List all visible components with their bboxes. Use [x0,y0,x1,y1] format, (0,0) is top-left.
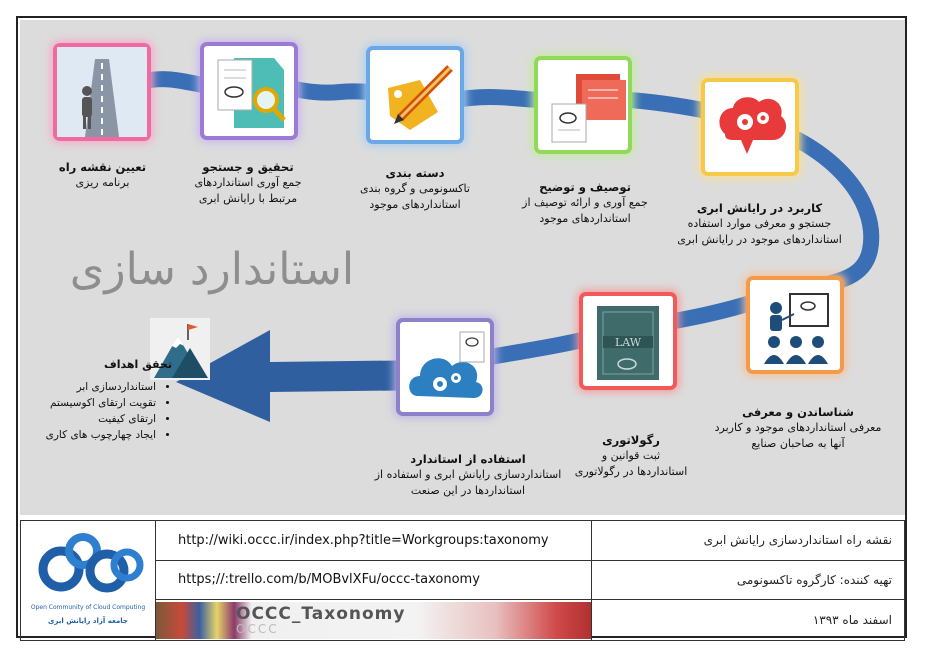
banner-sub: OCCC [236,621,279,636]
occc-logo [21,521,155,636]
goal-item: • تقویت ارتقای اکوسیستم [22,395,156,411]
step-desc-line: استانداردهای موجود در رایانش ابری [677,233,842,246]
date-caption: اسفند ماه ۱۳۹۳ [592,600,905,641]
step-title: توصیف و توضیح [539,180,631,194]
step-text-roadmap [45,160,160,191]
step-card-introduce [750,280,840,370]
step-text-apply [662,201,857,248]
step-title: استفاده از استاندارد [410,452,526,466]
goal-title: تحقق اهداف [103,358,172,371]
step-desc-line: تاکسونومی و گروه بندی [360,182,470,195]
step-title: دسته بندی [385,166,445,180]
roadmap-caption: نقشه راه استانداردسازی رایانش ابری [592,521,905,561]
step-title: تعیین نقشه راه [58,160,147,174]
diagram-title: استاندارد سازی [69,244,355,295]
step-text-research [178,160,318,207]
logo-text-fa: جامعه آزاد رایانش ابری [48,617,128,625]
banner-cell [156,600,592,641]
step-desc-line: جمع آوری و ارائه توصیف از [522,196,648,209]
step-desc-line: جمع آوری استانداردهای [194,176,302,189]
wiki-link[interactable]: http://wiki.occc.ir/index.php?title=Workgroups:taxonomy [156,521,592,561]
step-card-regulatory [583,296,673,386]
step-desc-line: ثبت قوانین و [601,449,661,462]
step-title: تحقیق و جستجو [202,160,294,174]
goal-block [22,358,172,443]
step-card-research [204,46,294,136]
goal-list [22,379,172,443]
goal-item: • ایجاد چهارچوب های کاری [22,427,156,443]
step-desc-line: مرتبط با رایانش ابری [198,192,298,205]
law-book-icon [583,296,673,386]
footer-table [20,520,905,641]
step-card-describe [538,60,628,150]
logo-text: Open Community of Cloud Computing [30,604,146,611]
step-desc-line: معرفی استانداردهای موجود و کاربرد [714,421,882,434]
author-caption: تهیه کننده: کارگروه تاکسونومی [592,560,905,600]
document-cloud-icon [538,60,628,150]
banner-title: OCCC_Taxonomy [236,603,406,624]
step-desc-line: آنها به صاحبان صنایع [751,437,845,450]
document-search-icon [204,46,294,136]
logo-cell [21,521,156,641]
step-text-regulatory [556,433,706,480]
step-text-use [358,452,578,499]
step-text-introduce [698,405,898,452]
road-person-icon [57,47,147,137]
step-text-classify [345,166,485,213]
trello-link[interactable]: https;//:trello.com/b/MOBvlXFu/occc-taxonomy [156,560,592,600]
step-title: شناساندن و معرفی [742,405,854,419]
step-desc-line: استانداردها در این صنعت [410,484,526,497]
goal-item: • ارتقای کیفیت [22,411,156,427]
step-desc-line: جستجو و معرفی موارد استفاده [687,217,832,230]
step-desc-line: برنامه ریزی [75,176,130,189]
cloud-gears-icon [400,322,490,412]
goal-item: • استانداردسازی ابر [22,379,156,395]
step-desc-line: استانداردهای موجود [539,212,631,225]
step-desc-line: استانداردهای موجود [369,198,461,211]
presentation-icon [750,280,840,370]
step-title: کاربرد در رایانش ابری [696,201,823,215]
brain-gears-icon [705,82,795,172]
step-card-roadmap [57,47,147,137]
svg-text:LAW: LAW [614,336,642,349]
step-title: رگولاتوری [602,433,660,447]
step-card-use [400,322,490,412]
step-text-describe [505,180,665,227]
step-card-apply [705,82,795,172]
tag-pencil-icon [370,50,460,140]
step-card-classify [370,50,460,140]
step-desc-line: استانداردسازی رایانش ابری و استفاده از [374,468,562,481]
step-desc-line: استانداردها در رگولاتوری [574,465,688,478]
